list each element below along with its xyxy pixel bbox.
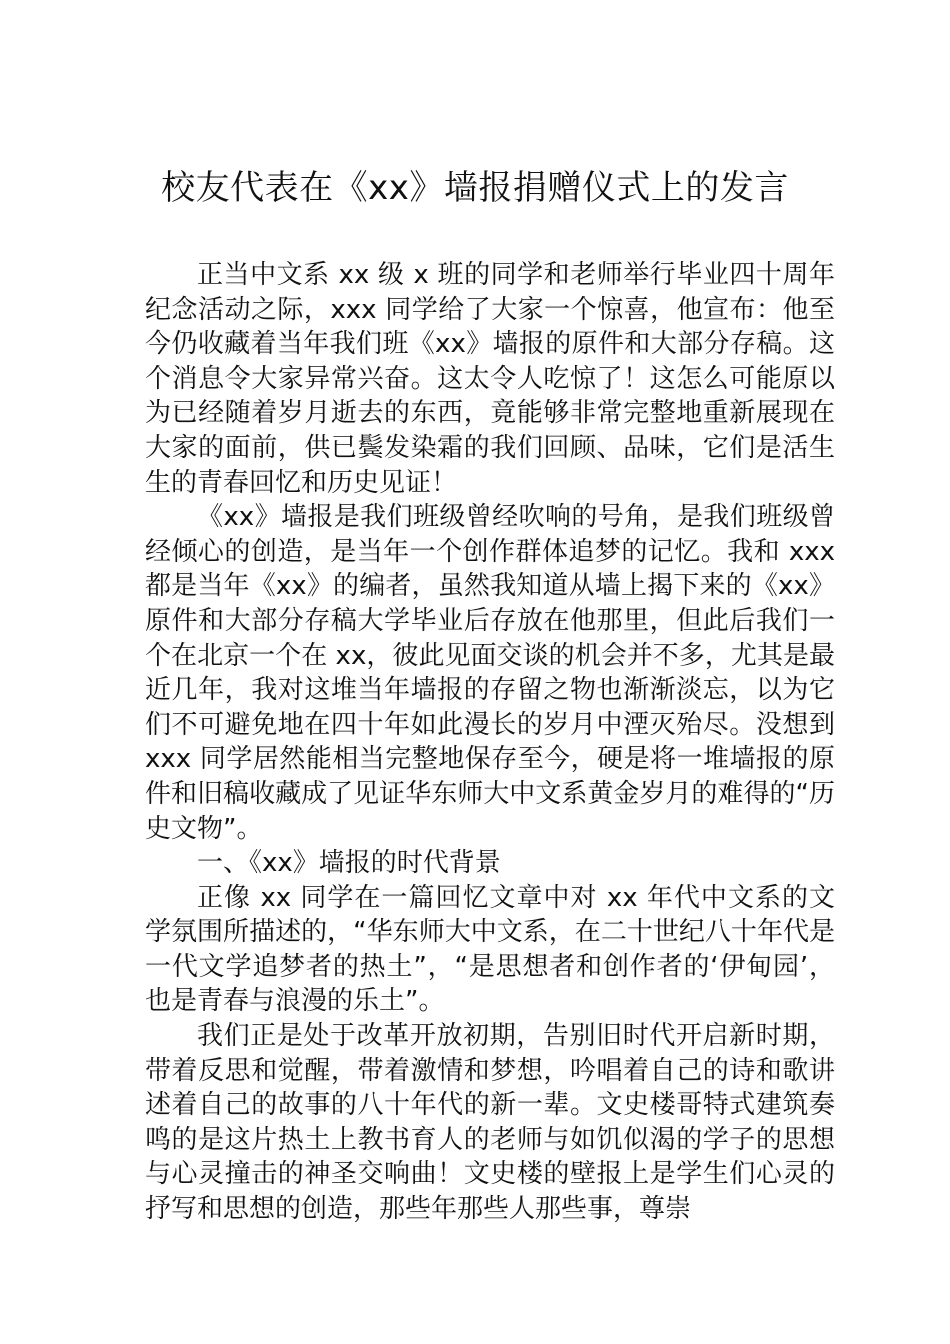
section-heading: 一、《xx》墙报的时代背景 <box>197 848 501 879</box>
paragraph-2: 《xx》墙报是我们班级曾经吹响的号角，是我们班级曾经倾心的创造，是当年一个创作群体追梦的记忆。我和 xxx 都是当年《xx》的编者，虽然我知道从墙上揭下来的《xx》原件和大部分存稿大学毕业后存放在他那里，但此后我们一个在北京一个在 xx，彼此见面交谈的机会并不多，尤其是最近几年，我对这堆当年墙报的存留之物也渐渐淡忘，以为它们不可避免地在四十年如此漫长的岁月中湮灭殆尽。没想到 xxx 同学居然能相当完整地保存至今，硬是将一堆墙报的原件和旧稿收藏成了见证华东师大中文系黄金岁月的难得的“历史文物”。 <box>145 502 835 844</box>
paragraph-1: 正当中文系 xx 级 x 班的同学和老师举行毕业四十周年纪念活动之际，xxx 同学给了大家一个惊喜，他宣布：他至今仍收藏着当年我们班《xx》墙报的原件和大部分存稿。这个消息令大家异常兴奋。这太令人吃惊了！这怎么可能原以为已经随着岁月逝去的东西，竟能够非常完整地重新展现在大家的面前，供已鬓发染霜的我们回顾、品味，它们是活生生的青春回忆和历史见证！ <box>145 260 835 498</box>
document-title: 校友代表在《xx》墙报捐赠仪式上的发言 <box>161 168 789 208</box>
document-body <box>145 258 835 1227</box>
paragraph-4: 我们正是处于改革开放初期，告别旧时代开启新时期，带着反思和觉醒，带着激情和梦想，吟唱着自己的诗和歌讲述着自己的故事的八十年代的新一辈。文史楼哥特式建筑奏鸣的是这片热土上教书育人的老师与如饥似渴的学子的思想与心灵撞击的神圣交响曲！文史楼的壁报上是学生们心灵的抒写和思想的创造，那些年那些人那些事，尊崇 <box>145 1021 835 1225</box>
paragraph-3: 正像 xx 同学在一篇回忆文章中对 xx 年代中文系的文学氛围所描述的，“华东师大中文系，在二十世纪八十年代是一代文学追梦者的热土”，“是思想者和创作者的‘伊甸园’，也是青春与浪漫的乐土”。 <box>145 882 835 1017</box>
